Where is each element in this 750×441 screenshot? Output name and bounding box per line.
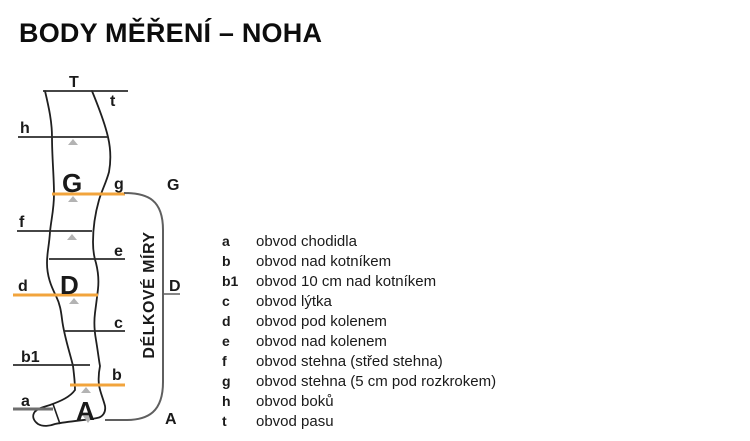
measurement-legend bbox=[222, 231, 542, 431]
legend-description: obvod chodidla bbox=[256, 233, 357, 250]
toe-cap-line bbox=[53, 404, 60, 424]
legend-row bbox=[222, 371, 542, 391]
legend-key: d bbox=[222, 313, 231, 329]
legend-key: c bbox=[222, 293, 230, 309]
label-A-big: A bbox=[76, 396, 95, 426]
bracket-label-G: G bbox=[167, 177, 180, 194]
legend-row bbox=[222, 351, 542, 371]
legend-key: a bbox=[222, 233, 230, 249]
label-d-highlight: d bbox=[18, 278, 28, 295]
page-title: BODY MĚŘENÍ – NOHA bbox=[19, 18, 323, 48]
marker-b-triangle bbox=[81, 387, 91, 393]
legend-description: obvod nad kotníkem bbox=[256, 253, 392, 270]
legend-row bbox=[222, 411, 542, 431]
legend-row bbox=[222, 311, 542, 331]
legend-key: e bbox=[222, 333, 230, 349]
marker-h-triangle bbox=[68, 139, 78, 145]
label-D-big: D bbox=[60, 270, 79, 300]
legend-key: t bbox=[222, 413, 227, 429]
legend-description: obvod nad kolenem bbox=[256, 333, 387, 350]
label-b1: b1 bbox=[21, 349, 40, 366]
legend-row bbox=[222, 331, 542, 351]
legend-description: obvod lýtka bbox=[256, 293, 332, 310]
legend-row bbox=[222, 391, 542, 411]
legend-key: h bbox=[222, 393, 231, 409]
legend-row bbox=[222, 291, 542, 311]
legend-description: obvod 10 cm nad kotníkem bbox=[256, 273, 437, 290]
label-c: c bbox=[114, 315, 123, 332]
label-g-highlight: g bbox=[114, 176, 124, 193]
label-e: e bbox=[114, 243, 123, 260]
length-measures-axis-label: DÉLKOVÉ MÍRY bbox=[141, 231, 158, 359]
bracket-label-D: D bbox=[169, 278, 181, 295]
legend-row bbox=[222, 231, 542, 251]
label-t: t bbox=[110, 93, 116, 110]
legend-description: obvod boků bbox=[256, 393, 334, 410]
bracket-label-A: A bbox=[165, 411, 177, 428]
legend-key: b bbox=[222, 253, 231, 269]
leg-measurement-diagram bbox=[0, 0, 210, 441]
legend-row bbox=[222, 271, 542, 291]
legend-description: obvod stehna (5 cm pod rozkrokem) bbox=[256, 373, 497, 390]
legend-row bbox=[222, 251, 542, 271]
marker-f-triangle bbox=[67, 234, 77, 240]
label-b-highlight: b bbox=[112, 367, 122, 384]
legend-description: obvod stehna (střed stehna) bbox=[256, 353, 443, 370]
label-a: a bbox=[21, 393, 30, 410]
legend-key: f bbox=[222, 353, 227, 369]
legend-key: b1 bbox=[222, 273, 239, 289]
label-T: T bbox=[69, 74, 79, 91]
legend-description: obvod pod kolenem bbox=[256, 313, 387, 330]
label-h: h bbox=[20, 120, 30, 137]
legend-key: g bbox=[222, 373, 231, 389]
label-G-big: G bbox=[62, 168, 83, 198]
legend-description: obvod pasu bbox=[256, 413, 334, 430]
label-f: f bbox=[19, 214, 25, 231]
